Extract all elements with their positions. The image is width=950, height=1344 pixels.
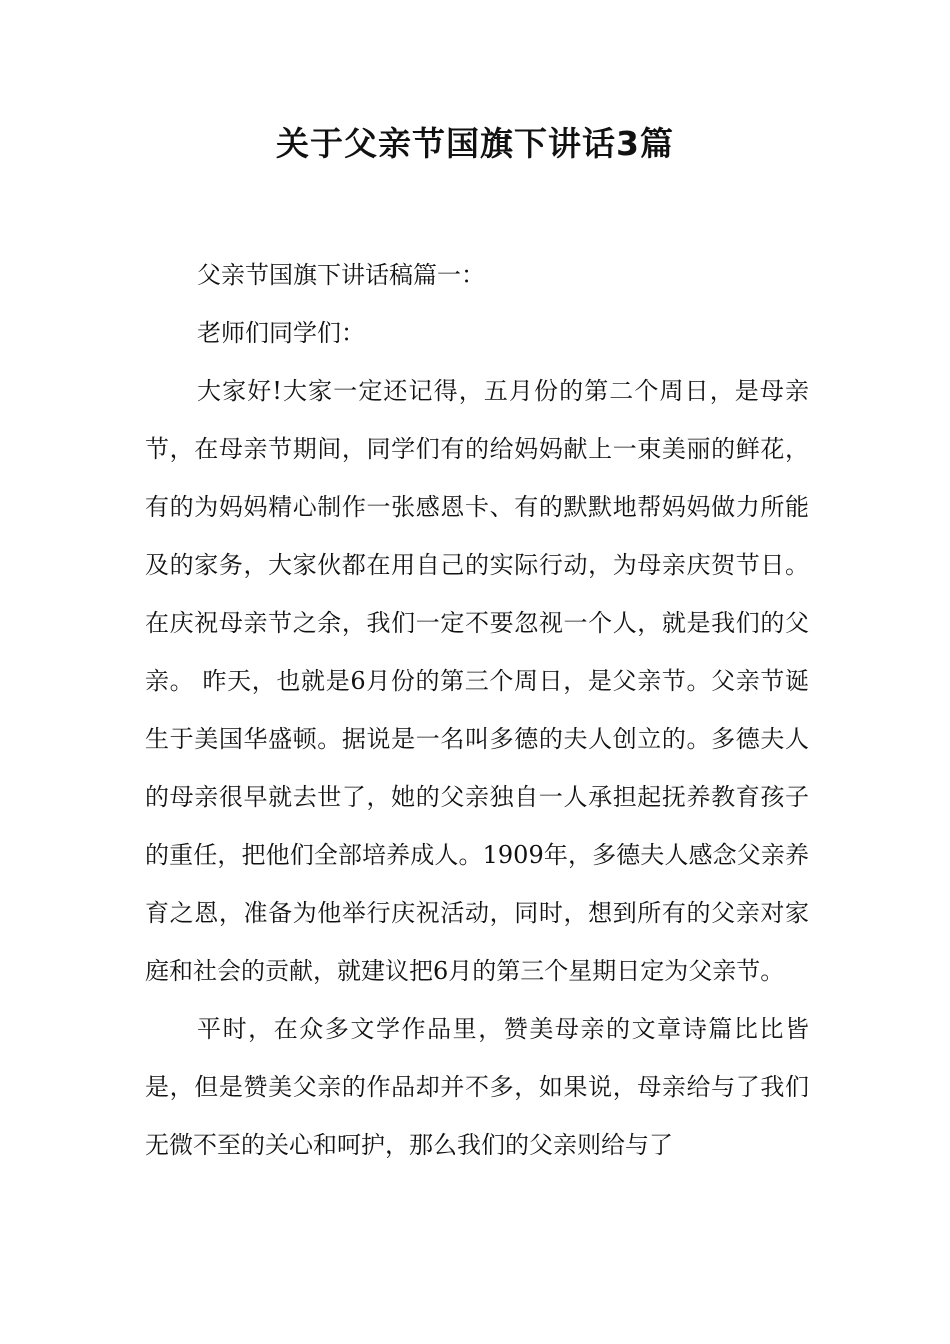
paragraph-heading: 父亲节国旗下讲话稿篇一： [197,261,485,289]
paragraph-body-2: 平时，在众多文学作品里，赞美母亲的文章诗篇比比皆是，但是赞美父亲的作品却并不多，如果说，母亲给与了我们无微不至的关心和呵护，那么我们的父亲则给与了 [145,1015,809,1159]
document-body [145,246,809,1174]
paragraph-body-1: 大家好!大家一定还记得，五月份的第二个周日，是母亲节，在母亲节期间，同学们有的给妈妈献上一束美丽的鲜花，有的为妈妈精心制作一张感恩卡、有的默默地帮妈妈做力所能及的家务，大家伙都在用自己的实际行动，为母亲庆贺节日。在庆祝母亲节之余，我们一定不要忽视一个人，就是我们的父亲。 昨天，也就是6月份的第三个周日，是父亲节。父亲节诞生于美国华盛顿。据说是一名叫多德的夫人创立的。多德夫人的母亲很早就去世了，她的父亲独自一人承担起抚养教育孩子的重任，把他们全部培养成人。1909年，多德夫人感念父亲养育之恩，准备为他举行庆祝活动，同时，想到所有的父亲对家庭和社会的贡献，就建议把6月的第三个星期日定为父亲节。 [145,377,809,985]
document-title: 关于父亲节国旗下讲话3篇 [276,124,674,163]
paragraph-salutation: 老师们同学们： [197,319,365,347]
